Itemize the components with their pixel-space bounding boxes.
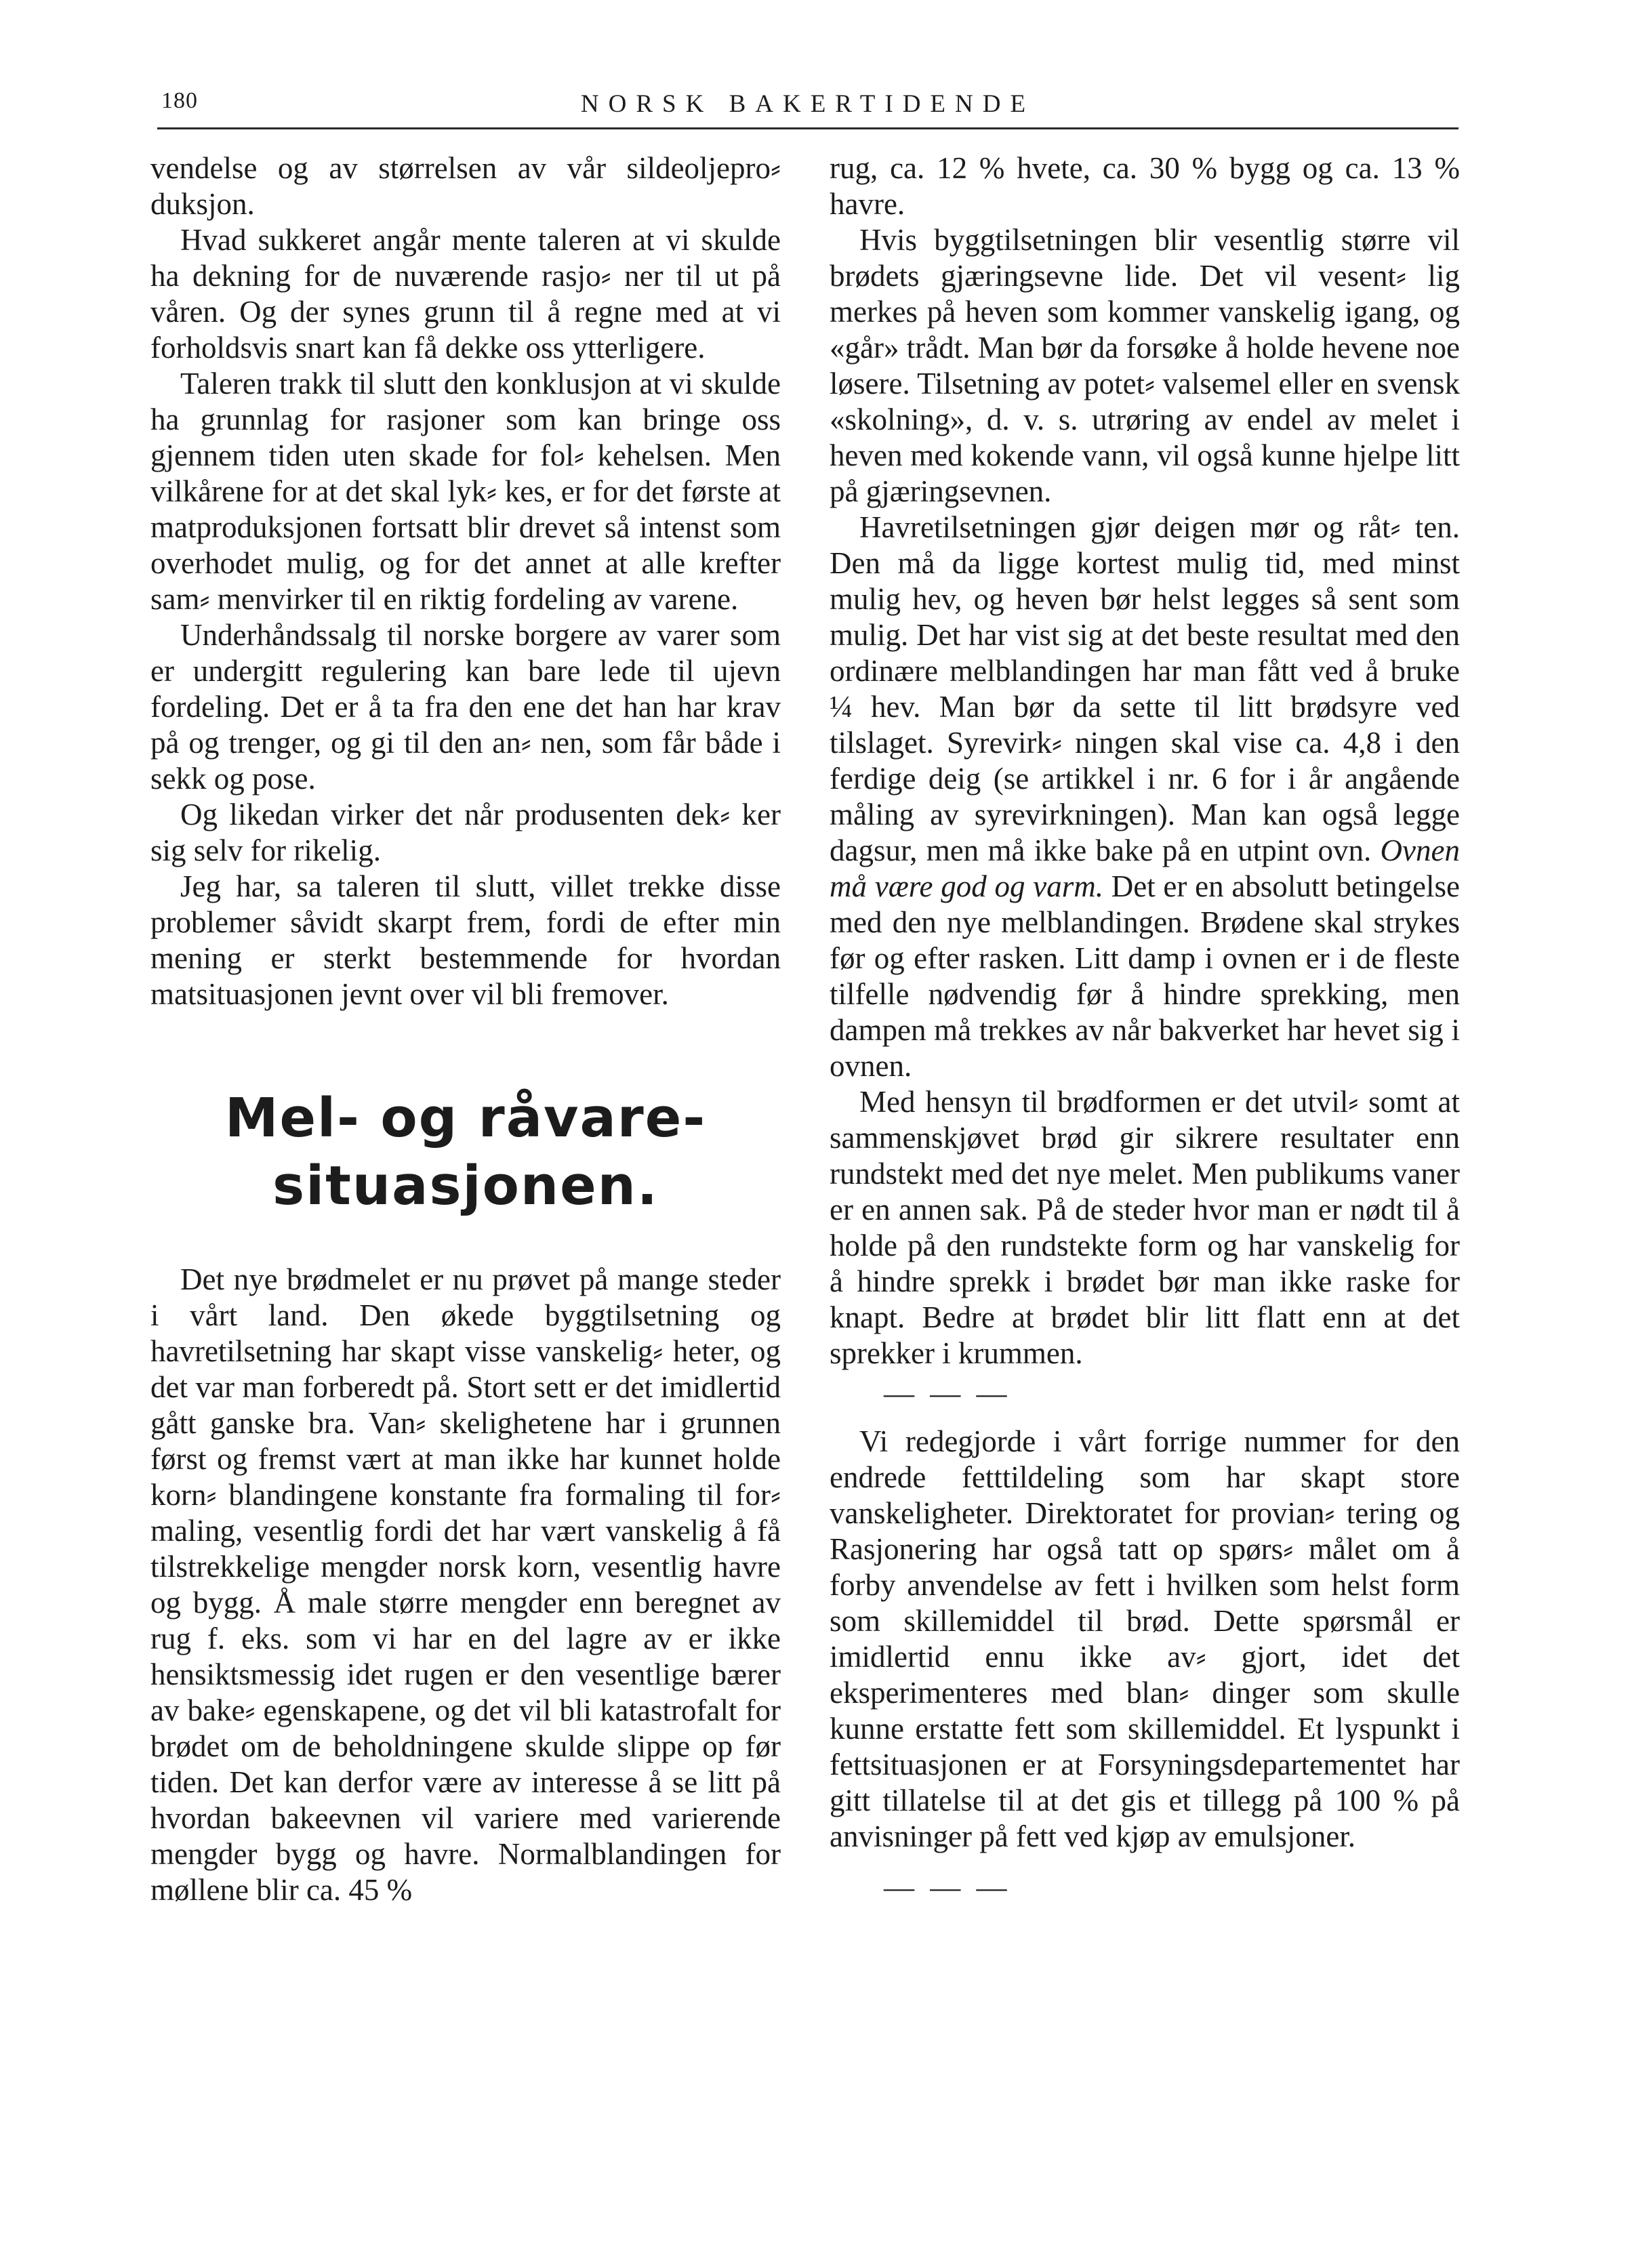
- paragraph: Taleren trakk til slutt den konklusjon at vi skulde ha grunnlag for rasjoner som kan bringe oss gjennem tiden uten skade for fol⸗ kehelsen. Men vilkårene for at det skal lyk⸗ kes, er for det første at matproduksjonen fortsatt blir drevet så intenst som overhodet mulig, og for det annet at alle krefter sam⸗ menvirker til en riktig fordeling av varene.: [150, 367, 781, 616]
- emphasis-text: Ovnen må være god og varm.: [830, 833, 1460, 903]
- page-number: 180: [161, 88, 198, 113]
- paragraph-text: Havretilsetningen gjør deigen mør og råt⸗ ten. Den må da ligge kortest mulig tid, med minst mulig hev, og heven bør helst legges så sent som mulig. Det har vist sig at det beste resultat med den ordinære melblandingen har man fått ved å bruke ¼ hev. Man bør da sette til litt brødsyre ved tilslaget. Syrevirk⸗ ningen skal vise ca. 4,8 i den ferdige deig (se artikkel i nr. 6 for i år angående måling av syrevirkningen). Man kan også legge dagsur, men må ikke bake på en utpint ovn.: [830, 510, 1460, 867]
- page-header: [157, 87, 1458, 134]
- paragraph: Underhåndssalg til norske borgere av varer som er undergitt regulering kan bare lede til ujevn fordeling. Det er å ta fra den ene det han har krav på og trenger, og gi til den an⸗ nen, som får både i sekk og pose.: [150, 618, 781, 796]
- section-separator: — — —: [884, 1376, 1011, 1410]
- paragraph: Vi redegjorde i vårt forrige nummer for den endrede fetttildeling som har skapt store vanskeligheter. Direktoratet for provian⸗ tering og Rasjonering har også tatt op spørs⸗ målet om å forby anvendelse av fett i hvilken som helst form som skillemiddel til brød. Dette spørsmål er imidlertid ennu ikke av⸗ gjort, idet det eksperimenteres med blan⸗ dinger som skulle kunne erstatte fett som skillemiddel. Et lyspunkt i fettsituasjonen er at Forsyningsdepartementet har gitt tillatelse til at det gis et tillegg på 100 % på anvisninger på fett ved kjøp av emulsjoner.: [830, 1424, 1460, 1853]
- paragraph: vendelse og av størrelsen av vår sildeoljepro⸗ duksjon.: [150, 151, 781, 221]
- paragraph: Og likedan virker det når produsenten dek⸗ ker sig selv for rikelig.: [150, 798, 781, 867]
- section-heading-line: Mel- og råvare-: [224, 1087, 707, 1149]
- article-paragraph: Det nye brødmelet er nu prøvet på mange steder i vårt land. Den økede byggtilsetning og havretilsetning har skapt visse vanskelig⸗ heter, og det var man forberedt på. Stort sett er det imidlertid gått ganske bra. Van⸗ skelighetene har i grunnen først og fremst vært at man ikke har kunnet holde korn⸗ blandingene konstante fra formaling til for⸗ maling, vesentlig fordi det har vært vanskelig å få tilstrekkelige mengder norsk korn, vesentlig havre og bygg. Å male større mengder enn beregnet av rug f. eks. som vi har en del lagre av er ikke hensiktsmessig idet rugen er den vesentlige bærer av bake⸗ egenskapene, og det vil bli katastrofalt for brødet om de beholdningene skulde slippe op før tiden. Det kan derfor være av interesse å se litt på hvordan bakeevnen vil variere med varierende mengder bygg og havre. Normalblandingen for møllene blir ca. 45 %: [150, 1262, 781, 1907]
- paragraph-text: Det er en absolutt betingelse med den nye melblandingen. Brødene skal strykes før og efter rasken. Litt damp i ovnen er i de fleste tilfelle nødvendig før å hindre sprekking, men dampen må trekkes av når bakverket har hevet sig i ovnen.: [830, 869, 1460, 1083]
- paragraph: Med hensyn til brødformen er det utvil⸗ somt at sammenskjøvet brød gir sikrere resultater enn rundstekt med det nye melet. Men publikums vaner er en annen sak. På de steder hvor man er nødt til å holde på den rundstekte form og har vanskelig for å hindre sprekk i brødet bør man ikke raske for knapt. Bedre at brødet blir litt flatt enn at det sprekker i krummen.: [830, 1085, 1460, 1370]
- running-title: NORSK BAKERTIDENDE: [580, 90, 1036, 118]
- right-column: [830, 150, 1460, 1905]
- section-heading-line: situasjonen.: [272, 1155, 659, 1217]
- paragraph: Jeg har, sa taleren til slutt, villet trekke disse problemer såvidt skarpt frem, fordi de efter min mening er sterkt bestemmende for hvordan matsituasjonen jevnt over vil bli fremover.: [150, 869, 781, 1011]
- paragraph: rug, ca. 12 % hvete, ca. 30 % bygg og ca. 13 % havre.: [830, 151, 1460, 221]
- paragraph: [830, 510, 1460, 1084]
- paragraph: Hvis byggtilsetningen blir vesentlig større vil brødets gjæringsevne lide. Det vil vesent⸗ lig merkes på heven som kommer vanskelig igang, og «går» trådt. Man bør da forsøke å holde hevene noe løsere. Tilsetning av potet⸗ valsemel eller en svensk «skolning», d. v. s. utrøring av endel av melet i heven med kokende vann, vil også kunne hjelpe litt på gjæringsevnen.: [830, 223, 1460, 508]
- paragraph: Hvad sukkeret angår mente taleren at vi skulde ha dekning for de nuværende rasjo⸗ ner til ut på våren. Og der synes grunn til å regne med at vi forholdsvis snart kan få dekke oss ytterligere.: [150, 223, 781, 365]
- header-rule: [157, 127, 1458, 129]
- section-separator: — — —: [884, 1870, 1011, 1904]
- left-column: [150, 150, 781, 1908]
- section-heading: [150, 1084, 781, 1220]
